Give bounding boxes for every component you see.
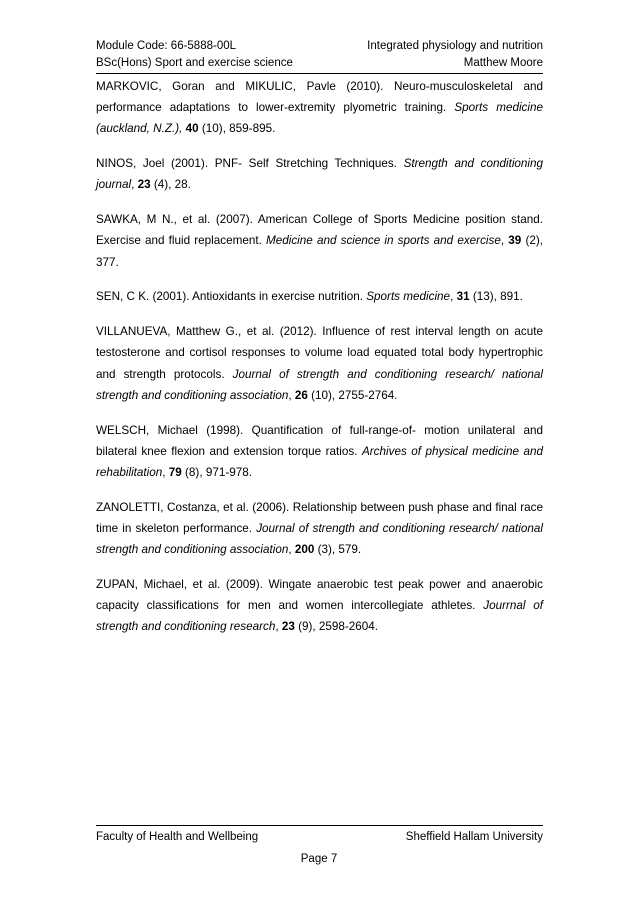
header-row-2 — [96, 57, 543, 74]
page-number: Page 7 — [300, 853, 338, 865]
reference-entry: VILLANUEVA, Matthew G., et al. (2012). Influence of rest interval length on acute testosterone and cortisol responses to volume load equated total body hypertrophic and strength protocols. Journal of strength and conditioning research/ national strength and conditioning association, 26 (10), 2755-2764. — [96, 325, 543, 402]
author-name: Matthew Moore — [463, 57, 543, 69]
module-title: Integrated physiology and nutrition — [367, 40, 543, 52]
reference-entry: SEN, C K. (2001). Antioxidants in exercise nutrition. Sports medicine, 31 (13), 891. — [96, 290, 523, 304]
footer — [96, 825, 543, 843]
reference-entry: ZANOLETTI, Costanza, et al. (2006). Relationship between push phase and final race time in skeleton performance. Journal of strength and conditioning research/ national strength and conditioning association, 200 (3), 579. — [96, 500, 543, 557]
university-name: Sheffield Hallam University — [405, 831, 543, 843]
module-code: Module Code: 66-5888-00L — [96, 40, 237, 52]
reference-entry: MARKOVIC, Goran and MIKULIC, Pavle (2010). Neuro-musculoskeletal and performance adaptations to lower-extremity plyometric training. Sports medicine (auckland, N.Z.), 40 (10), 859-895. — [96, 80, 543, 136]
header-row-1 — [96, 40, 543, 52]
reference-entry: ZUPAN, Michael, et al. (2009). Wingate anaerobic test peak power and anaerobic capacity classifications for men and women intercollegiate athletes. Jourrnal of strength and conditioning research, 23 (9), 2598-2604. — [96, 578, 543, 634]
reference-entry: NINOS, Joel (2001). PNF- Self Stretching Techniques. Strength and conditioning journal, 23 (4), 28. — [96, 157, 544, 192]
course-name: BSc(Hons) Sport and exercise science — [96, 57, 293, 69]
reference-entry: WELSCH, Michael (1998). Quantification of full-range-of- motion unilateral and bilateral knee flexion and extension torque ratios. Archives of physical medicine and rehabilitation, 79 (8), 971-978. — [96, 423, 543, 480]
reference-entry: SAWKA, M N., et al. (2007). American College of Sports Medicine position stand. Exercise and fluid replacement. Medicine and science in sports and exercise, 39 (2), 377. — [96, 213, 543, 269]
faculty-name: Faculty of Health and Wellbeing — [96, 831, 259, 843]
reference-list — [96, 76, 543, 651]
